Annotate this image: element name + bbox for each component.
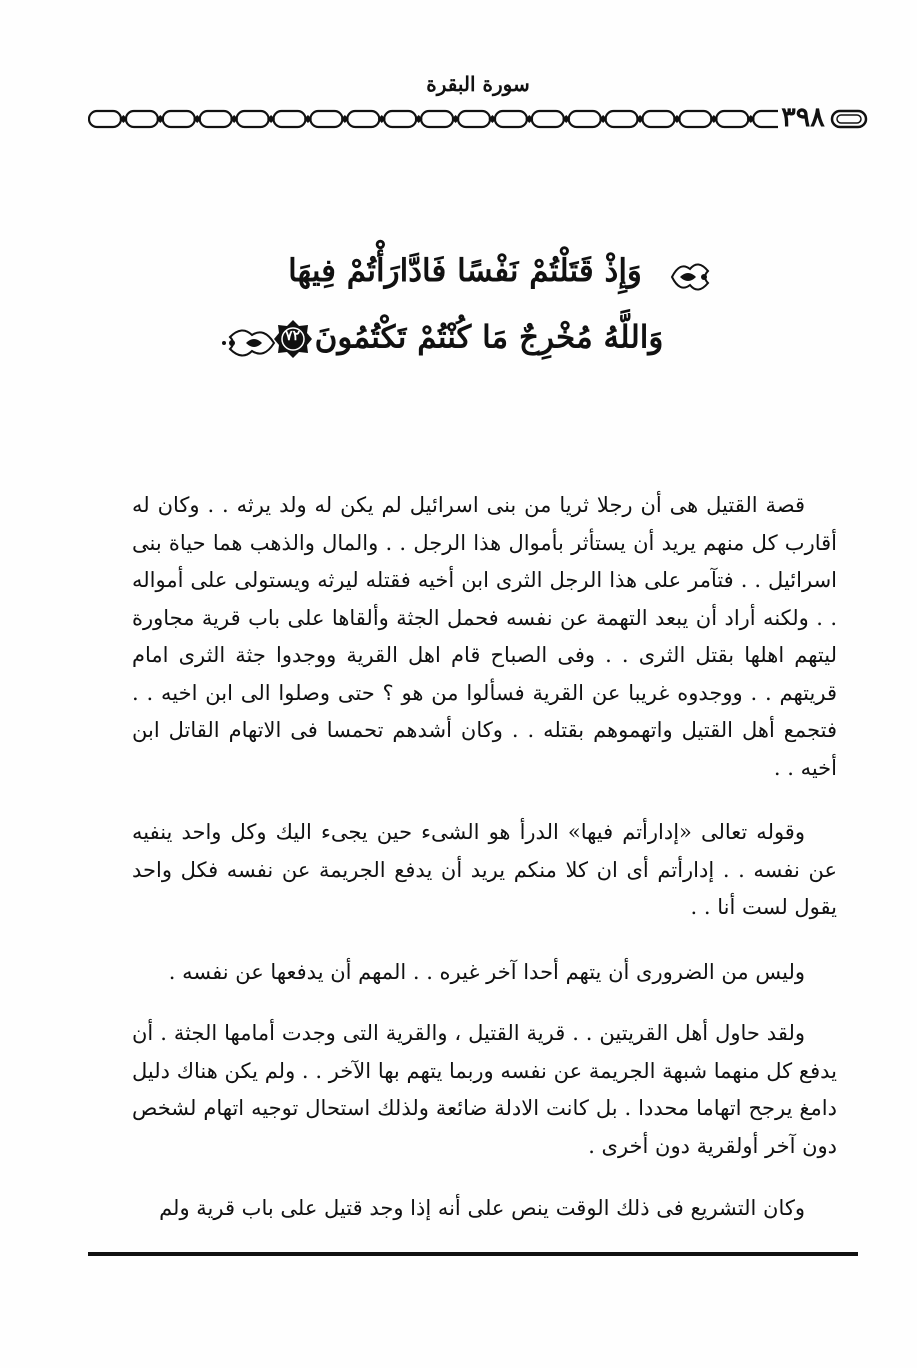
chain-link	[89, 111, 121, 127]
chain-link	[237, 111, 269, 127]
commentary-paragraph: ولقد حاول أهل القريتين . . قرية القتيل ، والقرية التى وجدت أمامها الجثة . أن يدفع كل منهما شبهة الجريمة عن نفسه وربما يتهم بها الآخر . . ولم يكن هناك دليل دامغ يرجح اتهاما محددا . بل كانت الادلة ضائعة ولذلك استحال توجيه اتهام لشخص دون آخر أولقرية دون أخرى .	[132, 1021, 837, 1158]
footer-rule	[88, 1252, 858, 1256]
chain-link	[679, 111, 711, 127]
chain-link	[643, 111, 675, 127]
chain-link	[569, 111, 601, 127]
header-border-row	[88, 102, 868, 133]
commentary-paragraph: وقوله تعالى «إدارأتم فيها» الدرأ هو الشىء حين يجىء اليك وكل واحد ينفيه عن نفسه . . إدارأتم أى ان كلا منكم يريد أن يدفع الجريمة عن نفسه فكل واحد يقول لست أنا . .	[132, 820, 837, 919]
verse-line-1: وَإِذْ قَتَلْتُمْ نَفْسًا فَادَّارَأْتُمْ فِيهَا	[288, 253, 642, 289]
chain-link	[347, 111, 379, 127]
chain-link	[310, 111, 342, 127]
decorative-chain-border	[88, 106, 778, 132]
verse-line-2	[230, 319, 700, 359]
chain-link	[384, 111, 416, 127]
chain-link	[163, 111, 195, 127]
chain-link	[126, 111, 158, 127]
ayah-number-marker	[273, 319, 313, 359]
commentary-paragraph: قصة القتيل هى أن رجلا ثريا من بنى اسرائيل لم يكن له ولد يرثه . . وكان له أقارب كل منهم يريد أن يستأثر بأموال هذا الرجل . . والمال والذهب هما حياة بنى اسرائيل . . فتآمر على هذا الرجل الثرى ابن أخيه فقتله ليرثه ويستولى على أمواله . . ولكنه أراد أن يبعد التهمة عن نفسه فحمل الجثة وألقاها على باب قرية مجاورة ليتهم اهلها بقتل الثرى . . وفى الصباح قام اهل القرية ووجدوا جثة الثرى امام قريتهم . . ووجدوه غريبا عن القرية فسألوا من هو ؟ حتى وصلوا الى ابن اخيه . . فتجمع أهل القتيل واتهموهم بقتله . . وكان أشدهم تحمسا فى الاتهام القاتل ابن أخيه . .	[132, 493, 837, 780]
quran-verse	[230, 245, 700, 385]
verse-line-2-text: وَاللَّهُ مُخْرِجٌ مَا كُنْتُمْ تَكْتُمُونَ	[314, 319, 664, 356]
commentary-paragraph: وليس من الضرورى أن يتهم أحدا آخر غيره . . المهم أن يدفعها عن نفسه .	[168, 959, 805, 984]
surah-title: سورة البقرة	[426, 72, 530, 96]
chain-link	[716, 111, 748, 127]
ayah-number: ٧٢	[285, 328, 301, 344]
verse-closing-ornament-icon	[222, 323, 278, 363]
page-number: ٣٩٨	[781, 102, 825, 133]
chain-link	[274, 111, 306, 127]
chain-link	[458, 111, 490, 127]
chain-link	[200, 111, 232, 127]
page-header	[88, 70, 868, 132]
commentary-text	[132, 487, 837, 1228]
decorative-end-link	[830, 106, 868, 132]
commentary-paragraph: وكان التشريع فى ذلك الوقت ينص على أنه إذا وجد قتيل على باب قرية ولم	[159, 1196, 805, 1220]
chain-link	[421, 111, 453, 127]
chain-link	[606, 111, 638, 127]
chain-link	[532, 111, 564, 127]
chain-link	[753, 111, 778, 127]
chain-link	[495, 111, 527, 127]
